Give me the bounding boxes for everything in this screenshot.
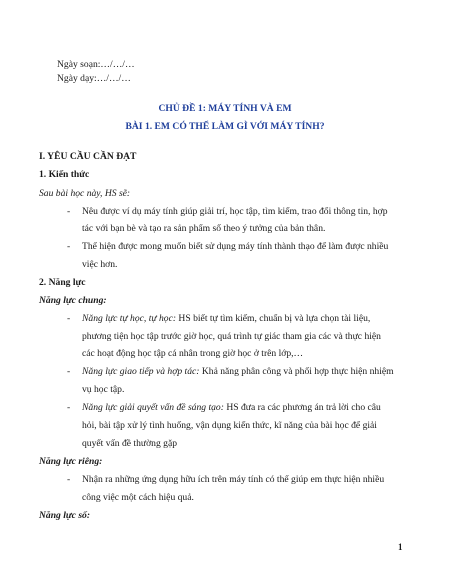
date-taught: Ngày dạy:…/…/…: [57, 73, 131, 84]
lesson-title: BÀI 1. EM CÓ THỂ LÀM GÌ VỚI MÁY TÍNH?: [125, 121, 325, 132]
general-item-2-line-1: [82, 366, 394, 378]
general-item-3-label: Năng lực giải quyết vấn đề sáng tạo:: [82, 402, 224, 413]
bullet-dash: -: [67, 313, 71, 324]
specific-item-1-line-1: Nhận ra những ứng dụng hữu ích trên máy tính có thể giúp em thực hiện nhiều: [82, 474, 385, 485]
general-item-1-label: Năng lực tự học, tự học:: [82, 313, 177, 324]
knowledge-item-1-line-1: Nêu được ví dụ máy tính giúp giải trí, học tập, tìm kiếm, trao đổi thông tin, hợp: [82, 206, 388, 217]
general-item-3-line-2: hỏi, bài tập xử lý tình huống, vận dụng kiến thức, kĩ năng của bài học để giải: [82, 420, 377, 431]
knowledge-item-2-line-1: Thể hiện được mong muốn biết sử dụng máy tính thành thạo để làm được nhiều: [82, 241, 389, 252]
bullet-dash: -: [67, 474, 71, 485]
bullet-dash: -: [67, 241, 71, 252]
general-item-3-text: HS đưa ra các phương án trả lời cho câu: [223, 402, 381, 413]
general-item-3-line-3: quyết vấn đề thường gặp: [82, 438, 177, 449]
general-item-1-line-2: phương tiện học tập trước giờ học, quá trình tự giác tham gia các và thực hiện: [82, 331, 381, 342]
general-item-3-line-1: [82, 402, 381, 414]
general-item-2-line-2: vụ học tập.: [82, 384, 125, 395]
general-item-1-text: HS biết tự tìm kiếm, chuẩn bị và lựa chọn tài liệu,: [176, 313, 371, 324]
general-item-1-line-1: [82, 313, 370, 325]
bullet-dash: -: [67, 366, 71, 377]
date-prepared: Ngày soạn:…/…/…: [57, 59, 135, 70]
general-item-2-label: Năng lực giao tiếp và hợp tác:: [82, 366, 200, 377]
bullet-dash: -: [67, 206, 71, 217]
specific-item-1-line-2: công việc một cách hiệu quả.: [82, 492, 194, 503]
knowledge-intro: Sau bài học này, HS sẽ:: [39, 188, 131, 199]
specific-competency-heading: Năng lực riêng:: [39, 456, 103, 467]
knowledge-item-1-line-2: tác với bạn bè và tạo ra sản phẩm số theo ý tưởng của bản thân.: [82, 223, 326, 234]
topic-title: CHỦ ĐỀ 1: MÁY TÍNH VÀ EM: [158, 103, 292, 114]
knowledge-heading: 1. Kiến thức: [39, 169, 90, 180]
section-heading: I. YÊU CẦU CẦN ĐẠT: [39, 151, 137, 162]
digital-competency-heading: Năng lực số:: [39, 510, 91, 521]
competency-heading: 2. Năng lực: [39, 277, 86, 288]
bullet-dash: -: [67, 402, 71, 413]
general-competency-heading: Năng lực chung:: [39, 295, 107, 306]
page-number: 1: [398, 542, 403, 552]
knowledge-item-2-line-2: việc hơn.: [82, 259, 118, 270]
general-item-1-line-3: các hoạt động học tập cá nhân trong giờ học ở trên lớp,…: [82, 348, 304, 359]
general-item-2-text: Khả năng phân công và phối hợp thực hiện nhiệm: [199, 366, 394, 377]
